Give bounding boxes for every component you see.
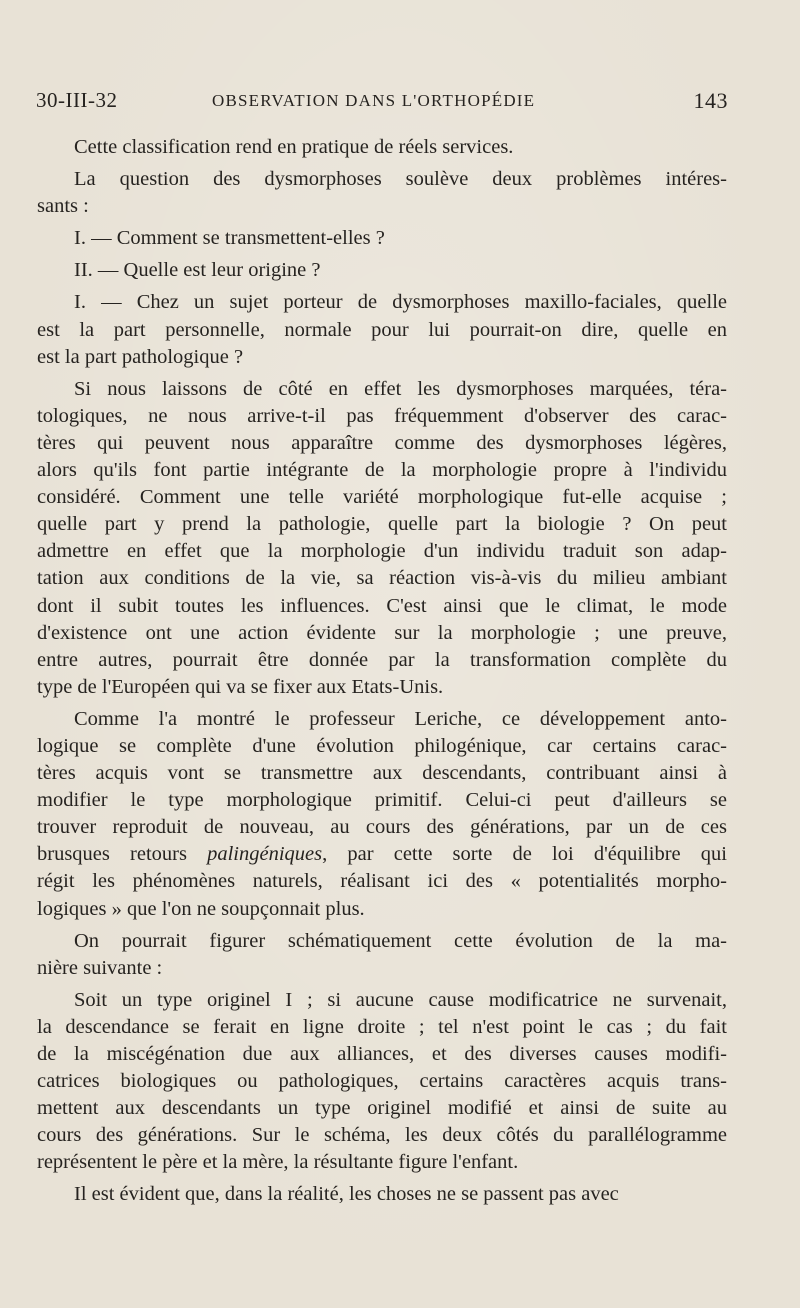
paragraph	[37, 257, 727, 284]
text-line: catrices biologiques ou pathologiques, certains caractères acquis trans-	[37, 1070, 727, 1093]
text-line: Si nous laissons de côté en effet les dysmorphoses marquées, téra-	[74, 377, 727, 400]
text-line: représentent le père et la mère, la résultante figure l'enfant.	[37, 1151, 519, 1174]
text-line: Soit un type originel I ; si aucune cause modificatrice ne survenait,	[74, 988, 727, 1011]
text-line: quelle part y prend la pathologie, quelle part la biologie ? On peut	[37, 513, 727, 536]
header-folio-code: 30-III-32	[36, 88, 118, 112]
text-line: entre autres, pourrait être donnée par la transformation complète du	[37, 648, 727, 671]
text-line: trouver reproduit de nouveau, au cours des générations, par un de ces	[37, 816, 727, 839]
text-line: alors qu'ils font partie intégrante de la morphologie propre à l'individu	[37, 459, 727, 482]
text-line: dont il subit toutes les influences. C'est ainsi que le climat, le mode	[37, 594, 727, 617]
text-line: de la miscégénation due aux alliances, et des diverses causes modifi-	[37, 1043, 727, 1065]
text-line: Il est évident que, dans la réalité, les choses ne se passent pas avec	[74, 1183, 619, 1206]
paragraph	[37, 928, 727, 982]
text-line: brusques retours palingéniques, par cette sorte de loi d'équilibre qui	[37, 843, 727, 866]
text-line: modifier le type morphologique primitif. Celui-ci peut d'ailleurs se	[37, 789, 727, 812]
paragraph	[37, 376, 727, 701]
paragraph	[37, 289, 727, 370]
text-line: d'existence ont une action évidente sur la morphologie ; une preuve,	[37, 621, 727, 644]
text-line: logiques » que l'on ne soupçonnait plus.	[37, 897, 365, 920]
text-line: mettent aux descendants un type originel modifié et ainsi de suite au	[37, 1097, 727, 1120]
text-line: cours des générations. Sur le schéma, les deux côtés du parallélogramme	[37, 1124, 727, 1147]
paragraph	[37, 706, 727, 923]
running-title: OBSERVATION DANS L'ORTHOPÉDIE	[212, 91, 536, 110]
paragraph	[37, 225, 727, 252]
text-line: nière suivante :	[37, 956, 163, 979]
text-line: logique se complète d'une évolution philogénique, car certains carac-	[37, 734, 727, 757]
text-line: admettre en effet que la morphologie d'un individu traduit son adap-	[37, 540, 727, 563]
text-line: I. — Chez un sujet porteur de dysmorphoses maxillo-faciales, quelle	[74, 291, 727, 314]
text-line: tologiques, ne nous arrive-t-il pas fréquemment d'observer des carac-	[37, 404, 727, 427]
text-line: Comme l'a montré le professeur Leriche, ce développement anto-	[74, 707, 727, 730]
text-line: tation aux conditions de la vie, sa réaction vis-à-vis du milieu ambiant	[37, 567, 727, 590]
text-line: La question des dysmorphoses soulève deux problèmes intéres-	[74, 168, 727, 191]
paragraph	[37, 1181, 727, 1208]
text-line: est la part personnelle, normale pour lui pourrait-on dire, quelle en	[37, 318, 727, 341]
page-header	[36, 88, 728, 116]
paragraph	[37, 134, 727, 161]
text-line: On pourrait figurer schématiquement cette évolution de la ma-	[74, 929, 727, 952]
text-line: est la part pathologique ?	[37, 345, 244, 368]
body-text	[37, 134, 727, 1214]
text-line: tères acquis vont se transmettre aux descendants, contribuant ainsi à	[37, 762, 727, 785]
text-line: II. — Quelle est leur origine ?	[74, 259, 321, 282]
text-line: I. — Comment se transmettent-elles ?	[74, 227, 385, 250]
text-line: régit les phénomènes naturels, réalisant ici des « potentialités morpho-	[37, 870, 727, 893]
text-line: considéré. Comment une telle variété morphologique fut-elle acquise ;	[37, 486, 727, 509]
text-line: la descendance se ferait en ligne droite ; tel n'est point le cas ; du fait	[37, 1015, 727, 1038]
paragraph	[37, 166, 727, 220]
page-number: 143	[693, 88, 728, 113]
text-line: sants :	[37, 195, 89, 218]
text-line: tères qui peuvent nous apparaître comme des dysmorphoses légères,	[37, 431, 727, 454]
paragraph	[37, 987, 727, 1177]
text-line: type de l'Européen qui va se fixer aux Etats-Unis.	[37, 675, 444, 698]
text-line: Cette classification rend en pratique de réels services.	[74, 136, 514, 158]
